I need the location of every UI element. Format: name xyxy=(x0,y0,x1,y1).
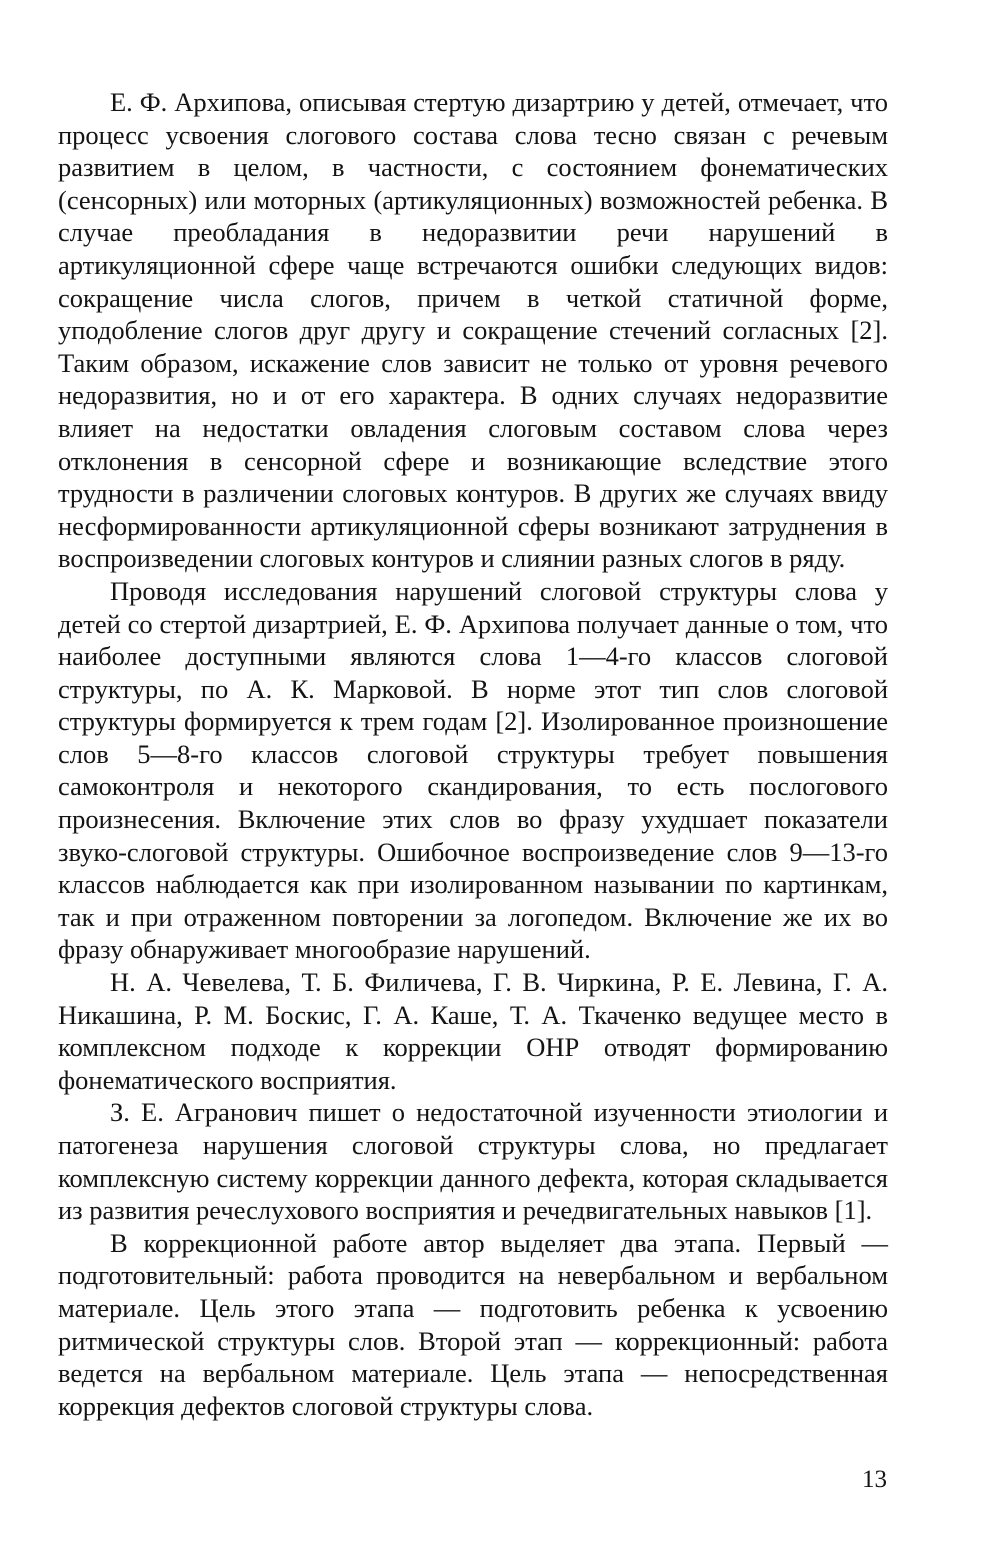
paragraph-correction-stages: В коррекционной работе автор выделяет два этапа. Первый — подготовительный: работа проводится на невербальном и вербальном материале. Цель этого этапа — подготовить ребенка к усвоению ритмической структуры слов. Второй этап — коррекционный: работа ведется на вербальном материале. Цель этапа — непосредственная коррекция дефектов слоговой структуры слова. xyxy=(58,1227,888,1421)
paragraph-phonematic-perception: Н. А. Чевелева, Т. Б. Филичева, Г. В. Чиркина, Р. Е. Левина, Г. А. Никашина, Р. М. Боскис, Г. А. Каше, Т. А. Ткаченко ведущее место в комплексном подходе к коррекции ОНР отводят формированию фонематического восприятия. xyxy=(58,967,888,1095)
paragraph-syllable-research: Проводя исследования нарушений слоговой структуры слова у детей со стертой дизартрией, Е. Ф. Архипова получает данные о том, что наиболее доступными являются слова 1—4-го классов слоговой структуры, по А. К. Марковой. В норме этот тип слов слоговой структуры формируется к трем годам [2]. Изолированное произношение слов 5—8-го классов слоговой структуры требует повышения самоконтроля и некоторого скандирования, то есть послогового произнесения. Включение этих слов во фразу ухудшает показатели звуко-слоговой структуры. Ошибочное воспроизведение слов 9—13-го классов наблюдается как при изолированном назывании по картинкам, так и при отраженном повторении за логопедом. Включение же их во фразу обнаруживает многообразие нарушений. xyxy=(58,575,888,965)
page-number: 13 xyxy=(862,1466,887,1493)
body-text xyxy=(58,86,888,1422)
paragraph-agranovich: З. Е. Агранович пишет о недостаточной изученности этиологии и патогенеза нарушения слоговой структуры слова, но предлагает комплексную систему коррекции данного дефекта, которая складывается из развития речеслухового восприятия и речедвигательных навыков [1]. xyxy=(58,1097,888,1226)
paragraph-arkhipova-dysarthria: Е. Ф. Архипова, описывая стертую дизартрию у детей, отмечает, что процесс усвоения слогового состава слова тесно связан с речевым развитием в целом, в частности, с состоянием фонематических (сенсорных) или моторных (артикуляционных) возможностей ребенка. В случае преобладания в недоразвитии речи нарушений в артикуляционной сфере чаще встречаются ошибки следующих видов: сокращение числа слогов, причем в четкой статичной форме, уподобление слогов друг другу и сокращение стечений согласных [2]. Таким образом, искажение слов зависит не только от уровня речевого недоразвития, но и от его характера. В одних случаях недоразвитие влияет на недостатки овладения слоговым составом слова через отклонения в сенсорной сфере и возникающие вследствие этого трудности в различении слоговых контуров. В других же случаях ввиду несформированности артикуляционной сферы возникают затруднения в воспроизведении слоговых контуров и слиянии разных слогов в ряду. xyxy=(58,87,888,574)
